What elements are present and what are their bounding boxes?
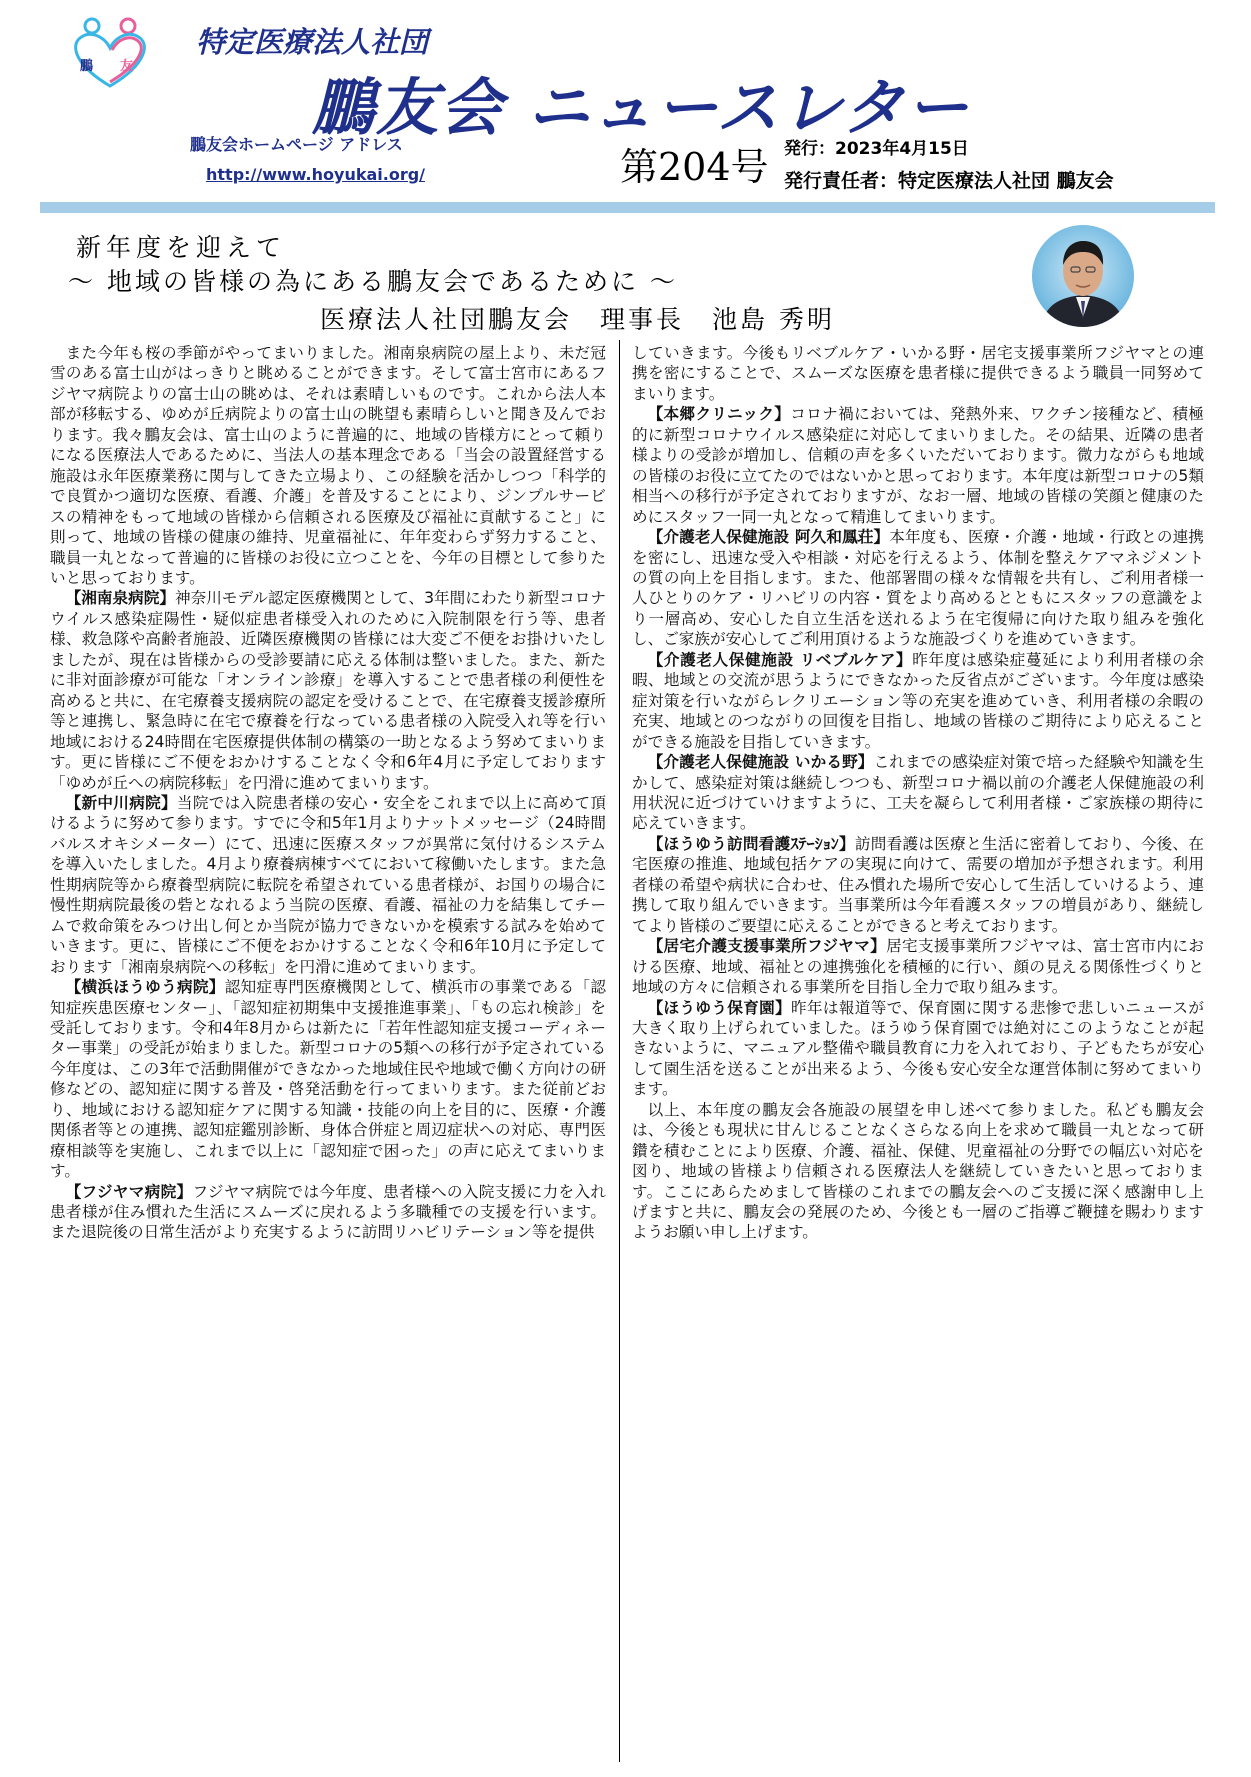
chairman-portrait [1032, 225, 1134, 327]
section-heading: 【ほうゆう保育園】 [647, 998, 792, 1017]
section-heading: 【介護老人保健施設 リベブルケア】 [647, 650, 913, 669]
section-paragraph: 【介護老人保健施設 リベブルケア】昨年度は感染症蔓延により利用者様の余暇、地域との交流が思うようにできなかった反省点がございます。今年度は感染症対策を行いながらレクリエーション等の充実を進めていき、利用者様の余暇の充実、地域とのつながりの回復を目指し、地域の皆様のご期待により応えることができる施設を目指していきます。 [632, 650, 1204, 751]
section-heading: 【居宅介護支援事業所フジヤマ】 [647, 937, 887, 956]
section-paragraph: 【横浜ほうゆう病院】認知症専門医療機関として、横浜市の事業である「認知症疾患医療センター」、「認知症初期集中支援推進事業」、「もの忘れ検診」を受託しております。令和4年8月からは新たに「若年性認知症支援コーディネーター事業」の受託が始まりました。新型コロナの5類への移行が予定されている今年度は、この3年で活動開催ができなかった地域住民や地域で働く方向けの研修などの、認知症に関する普及・啓発活動を行ってまいります。また従前どおり、地域における認知症ケアに関する知識・技能の向上を目的に、医療・介護関係者等との連携、認知症鑑別診断、身体合併症と周辺症状への対応、専門医療相談等を実施し、これまで以上に「認知症で困った」の声に応えてまいります。 [50, 978, 606, 1181]
article-subtitle: ～ 地域の皆様の為にある鵬友会であるために ～ [68, 267, 678, 296]
section-heading: 【新中川病院】 [65, 793, 177, 812]
left-column [50, 343, 606, 1243]
section-paragraph: 【居宅介護支援事業所フジヤマ】居宅支援事業所フジヤマは、富士宮市内における医療、地域、福祉との連携強化を積極的に行い、顔の見える関係性づくりと地域の方々に信頼される事業所を目指し全力で取り組みます。 [632, 937, 1204, 997]
section-paragraph: 【フジヤマ病院】フジヤマ病院では今年度、患者様への入院支援に力を入れ患者様が住み慣れた生活にスムーズに戻れるよう多職種での支援を行います。また退院後の日常生活がより充実するように訪問リハビリテーション等を提供 [50, 1182, 606, 1242]
continued-paragraph: していきます。今後もリベブルケア・いかる野・居宅支援事業所フジヤマとの連携を密にすることで、スムーズな医療を患者様に提供できるよう職員一同努めてまいります。 [632, 344, 1204, 403]
newsletter-title: 鵬友会 ニュースレター [312, 71, 971, 144]
intro-paragraph: また今年も桜の季節がやってまいりました。湘南泉病院の屋上より、未だ冠雪のある富士山がはっきりと眺めることができます。そして富士宮市にあるフジヤマ病院よりの富士山の眺めは、それは素晴しいものです。これから法人本部が移転する、ゆめが丘病院よりの富士山の眺望も素晴らしいと聞き及んでおります。我々鵬友会は、富士山のように普遍的に、地域の皆様方にとって頼りになる医療法人であるために、当法人の基本理念である「当会の設置経営する施設は永年医療業務に関与してきた立場より、この経験を活かしつつ「科学的で良質かつ適切な医療、看護、介護」を普及することにより、ジンプルサービスの精神をもって地域の皆様から信頼される医療及び福祉に貢献すること」に則って、地域の皆様の健康の維持、児童福祉に、年年変わらず努力すること、職員一丸となって普遍的に皆様のお役に立つことを、今年の目標として参りたいと思っております。 [50, 344, 606, 587]
hoyukai-logo [66, 12, 156, 92]
section-paragraph: 【介護老人保健施設 いかる野】これまでの感染症対策で培った経験や知識を生かして、感染症対策は継続しつつも、新型コロナ禍以前の介護老人保健施設の利用状況に近づけていけますように、工夫を凝らして利用者様・ご家族様の期待に応えていきます。 [632, 753, 1204, 833]
svg-text:鵬: 鵬 [80, 59, 94, 74]
closing-paragraph: 以上、本年度の鵬友会各施設の展望を申し述べて参りました。私ども鵬友会は、今後とも現状に甘んじることなくさらなる向上を求めて職員一丸となって研鑽を積むことにより医療、介護、福祉、保健、児童福祉の分野での幅広い対応を図り、地域の皆様より信頼される医療法人を継続していきたいと思っております。ここにあらためまして皆様のこれまでの鵬友会へのご支援に深く感謝申し上げますと共に、鵬友会の発展のため、今後とも一層のご指導ご鞭撻を賜わりますようお願い申し上げます。 [632, 1100, 1204, 1242]
publisher: 発行責任者：特定医療法人社団 鵬友会 [784, 170, 1114, 192]
section-heading: 【介護老人保健施設 阿久和鳳荘】 [647, 528, 890, 547]
section-paragraph: 【新中川病院】当院では入院患者様の安心・安全をこれまで以上に高めて頂けるように努めて参ります。すでに令和5年1月よりナットメッセージ（24時間バルスオキシメーター）にて、迅速に医療スタッフが異常に気付けるシステムを導入いたしました。4月より療養病棟すべてにおいて稼働いたします。また急性期病院等から療養型病院に転院を希望されている患者様が、お国りの場合に慢性期病院最後の砦となれるよう当院の医療、看護、福祉の力を結集してチームで救命策をみつけ出し何とか当院が協力できないかを模索する試みを始めていきます。更に、皆様にご不便をおかけすることなく令和6年10月に予定しております「湘南泉病院への移転」を円滑に進めてまいります。 [50, 793, 606, 976]
section-heading: 【ほうゆう訪問看護ｽﾃｰｼｮﾝ】 [647, 834, 855, 853]
section-heading: 【介護老人保健施設 いかる野】 [647, 753, 874, 772]
issue-number: 第204号 [620, 145, 769, 189]
article-title: 新年度を迎えて [76, 233, 287, 262]
homepage-link[interactable]: http://www.hoyukai.org/ [206, 165, 426, 184]
section-heading: 【湘南泉病院】 [65, 589, 176, 608]
section-heading: 【本郷クリニック】 [647, 405, 791, 424]
right-column [632, 343, 1204, 1243]
section-paragraph: 【ほうゆう保育園】昨年は報道等で、保育園に関する悲惨で悲しいニュースが大きく取り上げられていました。ほうゆう保育園では絶対にこのようなことが起きないように、マニュアル整備や職員教育に力を入れており、子どもたちが安心して園生活を送ることが出来るよう、今後も安心安全な運営体制に努めてまいります。 [632, 998, 1204, 1099]
org-name: 特定医療法人社団 [196, 25, 429, 59]
section-paragraph: 【ほうゆう訪問看護ｽﾃｰｼｮﾝ】訪問看護は医療と生活に密着しており、今後、在宅医療の推進、地域包括ケアの実現に向けて、需要の増加が予想されます。利用者様の希望や病状に合わせ、住み慣れた場所で安心して生活していけるよう、連携して取り組んでいきます。当事業所は今年看護スタッフの増員があり、継続してより皆様のご要望に応えることができると考えております。 [632, 834, 1204, 935]
section-paragraph: 【本郷クリニック】コロナ禍においては、発熱外来、ワクチン接種など、積極的に新型コロナウイルス感染症に対応してまいりました。その結果、近隣の患者様よりの受診が増加し、信頼の声を多くいただいております。微力ながらも地域の皆様のお役に立てたのではないかと思っております。本年度は新型コロナの5類相当への移行が予定されておりますが、なお一層、地域の皆様の笑顔と健康のためにスタッフ一同一丸となって精進してまいります。 [632, 405, 1204, 526]
homepage-label: 鵬友会ホームページ アドレス [190, 135, 403, 154]
section-paragraph: 【介護老人保健施設 阿久和鳳荘】本年度も、医療・介護・地域・行政との連携を密にし、迅速な受入や相談・対応を行えるよう、体制を整えケアマネジメントの質の向上を目指します。また、他部署間の様々な情報を共有し、ご利用者様一人ひとりのケア・リハビリの内容・質をより高めるとともにスタッフの意識をより一層高め、安心した自立生活を送れるよう在宅復帰に向けた取り組みを強化し、ご家族が安心してご利用頂けるような施設づくりを進めていきます。 [632, 528, 1204, 649]
section-heading: 【横浜ほうゆう病院】 [65, 978, 225, 997]
section-heading: 【フジヤマ病院】 [65, 1182, 193, 1201]
header-divider [40, 202, 1215, 213]
article-author: 医療法人社団鵬友会 理事長 池島 秀明 [320, 305, 835, 334]
column-divider [619, 340, 620, 1762]
svg-text:友: 友 [120, 59, 134, 74]
section-paragraph: 【湘南泉病院】神奈川モデル認定医療機関として、3年間にわたり新型コロナウイルス感染症陽性・疑似症患者様受入れのために入院制限を行う等、患者様、救急隊や高齢者施設、近隣医療機関の皆様には大変ご不便をお掛けいたしましたが、現在は皆様からの受診要請に応える体制は整いました。また、新たに非対面診療が可能な「オンライン診療」を導入することで患者様の利便性を高めると共に、在宅療養支援病院の認定を受けることで、在宅療養支援診療所等と連携し、緊急時に在宅で療養を行なっている患者様の入院受入れ等を行い地域における24時間在宅医療提供体制の構築の一助となるよう努めてまいります。更に皆様にご不便をおかけすることなく令和6年4月に予定しております「ゆめが丘への病院移転」を円滑に進めてまいります。 [50, 589, 606, 792]
publish-date: 発行：2023年4月15日 [784, 139, 969, 159]
